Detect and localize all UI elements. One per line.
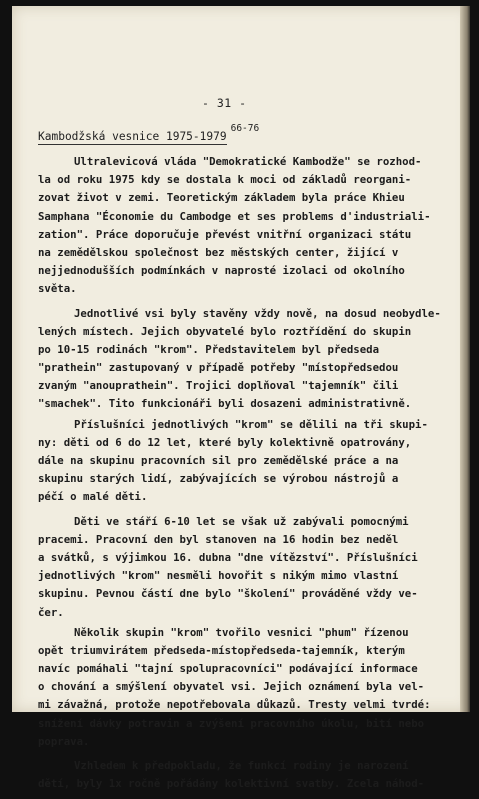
section-title: Kambodžská vesnice 1975-1979 bbox=[38, 129, 227, 143]
text-line: nejjednodušších podmínkách v naprosté izolaci od okolního bbox=[38, 264, 405, 278]
text-line: Vzhledem k předpokladu, že funkcí rodiny je narození bbox=[74, 759, 409, 772]
text-line: Jednotlivé vsi byly stavěny vždy nově, na dosud neobydle- bbox=[74, 306, 441, 320]
document-page bbox=[12, 6, 470, 791]
paragraph bbox=[38, 624, 444, 751]
text-line: jednotlivých "krom" nesměli hovořit s nikým mimo vlastní bbox=[38, 569, 399, 583]
text-line: světa. bbox=[38, 282, 77, 296]
paragraph bbox=[38, 416, 444, 507]
text-line: "prathein" zastupovaný v případě potřeby "místopředsedou bbox=[38, 361, 399, 375]
text-line: dětí, byly 1x ročně pořádány kolektivní svatby. Zcela náhod- bbox=[38, 777, 425, 791]
text-line: mi závažná, protože nepotřebovala důkazů. Tresty velmi tvrdé: bbox=[38, 698, 431, 712]
section-heading bbox=[38, 123, 260, 145]
text-line: o chování a smýšlení obyvatel vsi. Jejich oznámení byla vel- bbox=[38, 680, 425, 694]
text-line: skupinu. Pevnou částí dne bylo "školení" prováděné vždy ve- bbox=[38, 587, 418, 601]
text-line: zvaným "anouprathein". Trojici doplňoval "tajemník" čili bbox=[38, 379, 399, 393]
text-line: po 10-15 rodinách "krom". Představitelem byl předseda bbox=[38, 342, 380, 356]
text-line: opět triumvirátem předseda-místopředseda-tajemník, kterým bbox=[38, 643, 405, 657]
text-line: navíc pomáhali "tajní spolupracovníci" podávající informace bbox=[38, 662, 418, 676]
text-line: čer. bbox=[38, 605, 64, 619]
text-line: skupinu starých lidí, zabývajících se výrobou nástrojů a bbox=[38, 472, 399, 486]
text-line: "smachek". Tito funkcionáři byli dosazeni administrativně. bbox=[38, 397, 412, 411]
paragraph bbox=[38, 153, 444, 299]
paragraph bbox=[38, 757, 444, 793]
text-line: snížení dávky potravin a zvýšení pracovního úkolu, bití nebo bbox=[38, 716, 425, 730]
page-number: - 31 - bbox=[202, 96, 247, 110]
text-line: zation". Práce doporučuje převést vnitřní organizaci státu bbox=[38, 227, 412, 241]
text-line: Několik skupin "krom" tvořilo vesnici "phum" řízenou bbox=[74, 625, 409, 639]
text-line: ny: děti od 6 do 12 let, které byly kolektivně opatrovány, bbox=[38, 435, 412, 449]
text-line: na zemědělskou společnost bez městských center, žijící v bbox=[38, 245, 399, 259]
text-line: la od roku 1975 kdy se dostala k moci od základů reorgani- bbox=[38, 173, 412, 187]
text-line: Samphana "Économie du Cambodge et ses problems d'industriali- bbox=[38, 209, 431, 223]
text-line: péčí o malé děti. bbox=[38, 490, 148, 504]
page-edge bbox=[460, 6, 470, 712]
paragraph bbox=[38, 513, 444, 622]
text-line: lených místech. Jejich obyvatelé bylo roztřídění do skupin bbox=[38, 324, 412, 338]
body-text bbox=[38, 153, 444, 799]
paragraph bbox=[38, 305, 444, 414]
text-line: zovat život v zemi. Teoretickým základem byla práce Khieu bbox=[38, 191, 405, 205]
text-line: Děti ve stáří 6-10 let se však už zabývali pomocnými bbox=[74, 514, 409, 528]
text-line: pracemi. Pracovní den byl stanoven na 16 hodin bez neděl bbox=[38, 532, 399, 546]
text-line: poprava. bbox=[38, 734, 90, 748]
text-line: Příslušníci jednotlivých "krom" se dělili na tři skupi- bbox=[74, 417, 428, 431]
text-line: Ultralevicová vláda "Demokratické Kambodže" se rozhod- bbox=[74, 155, 422, 168]
text-line: dále na skupinu pracovních sil pro zemědělské práce a na bbox=[38, 454, 399, 467]
text-line: a svátků, s výjimkou 16. dubna "dne vítězství". Příslušníci bbox=[38, 550, 418, 564]
footnote-reference: 66-76 bbox=[230, 123, 260, 134]
